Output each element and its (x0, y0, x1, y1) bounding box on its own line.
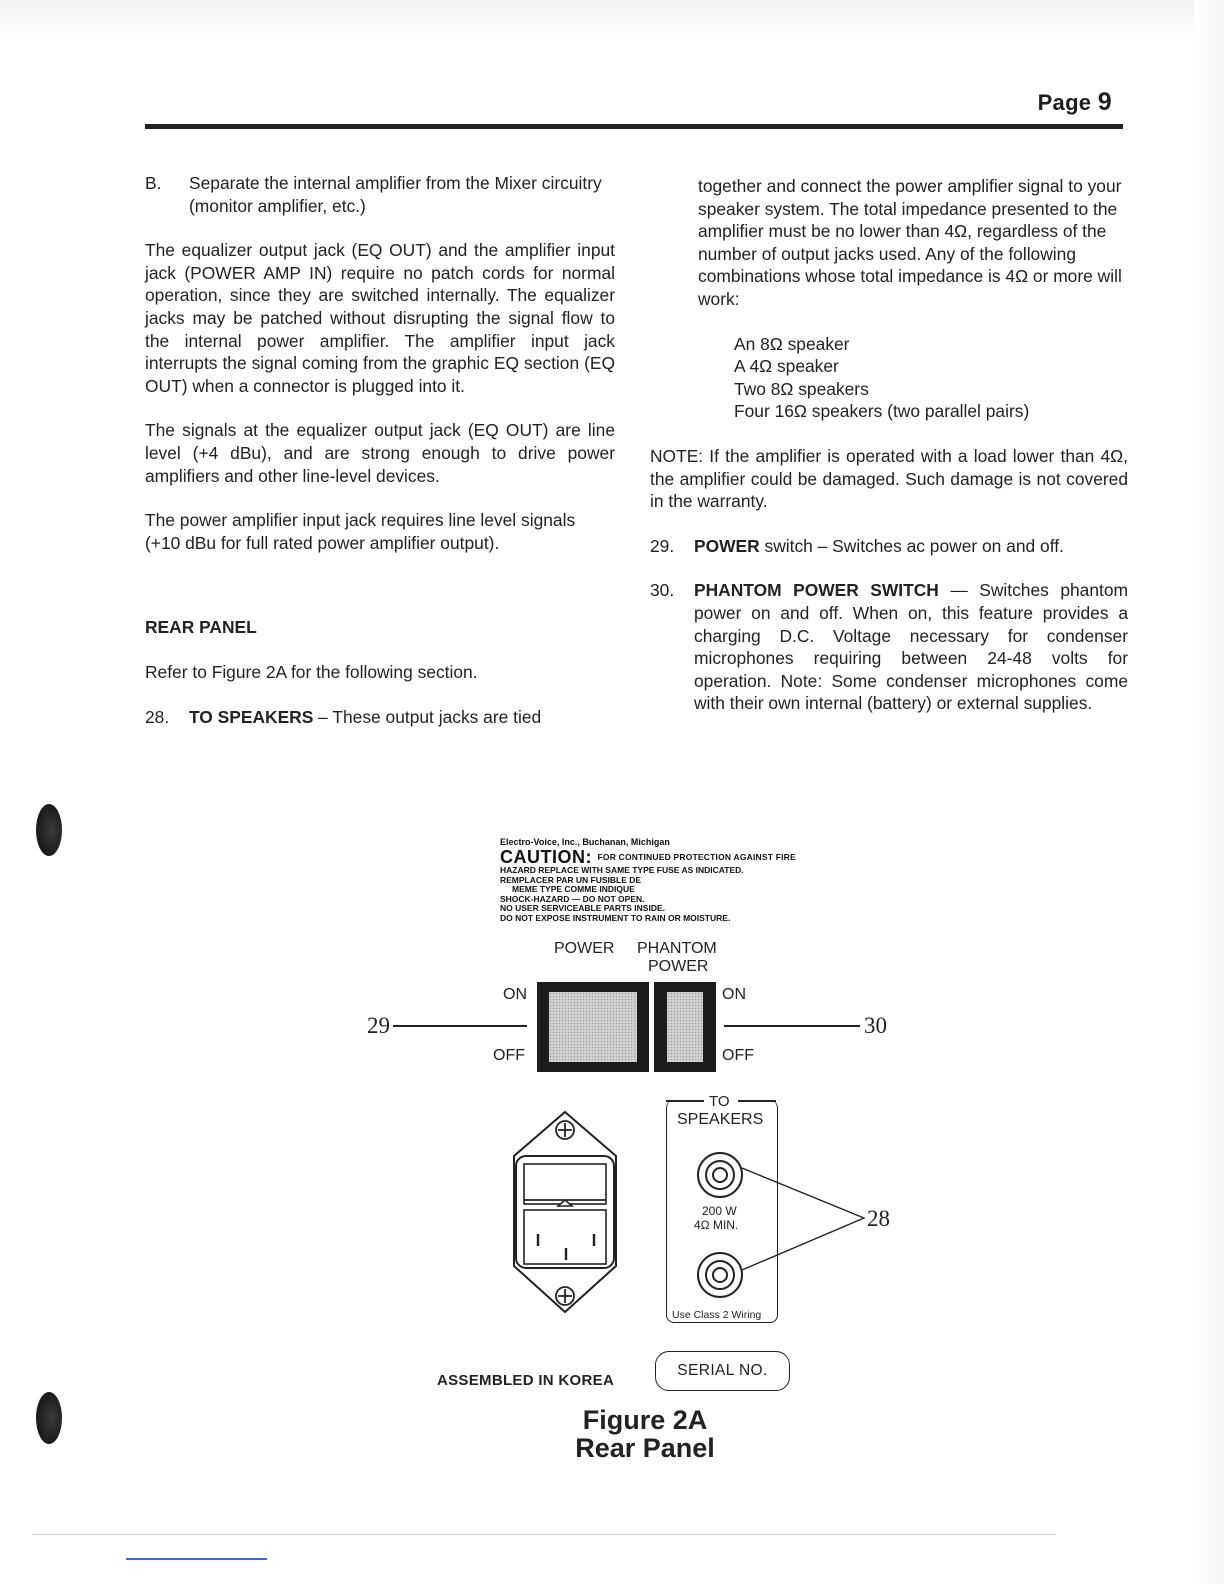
list-item-28 (145, 706, 615, 729)
paragraph: The signals at the equalizer output jack (EQ OUT) are line level (+4 dBu), and are strong enough to drive power amplifiers and other line-level devices. (145, 420, 615, 486)
page-num: 9 (1097, 88, 1112, 116)
callout-28: 28 (867, 1206, 890, 1231)
item-term: POWER (694, 535, 760, 556)
page-number (1038, 88, 1112, 117)
phantom-power-switch[interactable] (654, 982, 716, 1072)
callout-30: 30 (864, 1013, 887, 1038)
assembled-label: ASSEMBLED IN KOREA (437, 1372, 615, 1389)
paragraph: The power amplifier input jack requires line level signals (+10 dBu for full rated power amplifier output). (145, 510, 576, 553)
caution-line: NO USER SERVICEABLE PARTS INSIDE. (500, 903, 665, 914)
leader-line (724, 1025, 860, 1027)
left-column (145, 172, 615, 728)
caution-line: REMPLACER PAR UN FUSIBLE DE (500, 874, 642, 885)
speaker-output-jack[interactable] (697, 1152, 743, 1198)
caution-line: SHOCK-HAZARD — DO NOT OPEN. (500, 893, 645, 904)
punch-hole (36, 804, 62, 856)
list-item-b (145, 172, 615, 217)
item-term: TO SPEAKERS (189, 706, 314, 727)
item-label: B. (145, 173, 162, 193)
list-item-30 (650, 579, 1128, 715)
power-switch[interactable] (537, 982, 649, 1072)
on-label: ON (503, 986, 527, 1003)
right-column (650, 175, 1128, 715)
item-label: 30. (650, 580, 675, 601)
phantom-label: PHANTOM (637, 940, 717, 957)
figure-title: Rear Panel (575, 1433, 715, 1463)
page-word: Page (1037, 90, 1092, 115)
item-label: 28. (145, 706, 170, 727)
wiring-label: Use Class 2 Wiring (672, 1309, 762, 1321)
power-label: POWER (554, 940, 615, 957)
manufacturer-text: Electro-Voice, Inc., Buchanan, Michigan (500, 837, 670, 847)
off-label: OFF (493, 1047, 525, 1064)
header-rule (145, 124, 1123, 129)
section-heading: REAR PANEL (145, 617, 257, 638)
list-item: Two 8Ω speakers (734, 378, 869, 399)
item-text (189, 706, 615, 729)
off-label: OFF (722, 1047, 754, 1064)
list-item: A 4Ω speaker (734, 356, 839, 377)
item-text (694, 535, 1128, 558)
speaker-list (734, 333, 1128, 423)
figure-caption (560, 1406, 730, 1462)
paragraph: The equalizer output jack (EQ OUT) and the amplifier input jack (POWER AMP IN) require no patch cords for normal operation, since they are switched internally. The equalizer jacks may be patched without disrupting the signal flow to the internal power amplifier. The amplifier input jack interrupts the signal coming from the graphic EQ section (EQ OUT) when a connector is plugged into it. (145, 240, 615, 396)
item-desc: – These output jacks are tied (313, 706, 542, 727)
phantom-label: POWER (648, 958, 709, 975)
callout-29: 29 (367, 1013, 390, 1038)
box-top-line (738, 1100, 776, 1102)
list-item-29 (650, 535, 1128, 558)
on-label: ON (722, 986, 746, 1003)
item-desc: — Switches phantom power on and off. When on, this feature provides a charging D.C. Voltage necessary for condenser microphones requiring between 24-48 volts for operation. Note: Some condenser microphones come with their own internal (battery) or external supplies. (694, 580, 1129, 714)
box-top-line (666, 1100, 704, 1102)
caution-line: DO NOT EXPOSE INSTRUMENT TO RAIN OR MOISTURE. (500, 912, 731, 923)
to-label: TO (709, 1093, 730, 1110)
caution-word: CAUTION: (500, 847, 592, 867)
leader-line (393, 1025, 527, 1027)
caution-line: FOR CONTINUED PROTECTION AGAINST FIRE (597, 852, 796, 862)
serial-number-box: SERIAL NO. (655, 1351, 790, 1391)
caution-heading (500, 848, 880, 866)
item-term: PHANTOM POWER SWITCH (694, 580, 939, 601)
scan-edge (0, 0, 1224, 38)
scan-edge (1194, 0, 1224, 1584)
figure-number: Figure 2A (582, 1405, 708, 1435)
paragraph: together and connect the power amplifier signal to your speaker system. The total impedance presented to the amplifier must be no lower than 4Ω, regardless of the number of output jacks used. Any of the following combinations whose total impedance is 4Ω or more will work: (698, 176, 1122, 309)
item-desc: switch – Switches ac power on and off. (759, 535, 1064, 556)
paragraph: Refer to Figure 2A for the following section. (145, 661, 478, 682)
list-item: Four 16Ω speakers (two parallel pairs) (734, 401, 1030, 422)
caution-line: HAZARD REPLACE WITH SAME TYPE FUSE AS INDICATED. (500, 865, 744, 875)
caution-label (500, 836, 880, 924)
rating-label: 4Ω MIN. (694, 1218, 739, 1232)
ac-inlet-fuse-holder (510, 1108, 620, 1316)
note: NOTE: If the amplifier is operated with a load lower than 4Ω, the amplifier could be damaged. Such damage is not covered in the warranty. (650, 445, 1128, 512)
punch-hole (36, 1392, 62, 1444)
leader-lines-28 (740, 1160, 880, 1280)
speaker-output-jack[interactable] (697, 1252, 743, 1298)
speakers-label: SPEAKERS (677, 1111, 764, 1128)
rating-label: 200 W (702, 1204, 737, 1218)
footer-rule (32, 1534, 1056, 1535)
item-text: Separate the internal amplifier from the Mixer circuitry (monitor amplifier, etc.) (189, 173, 602, 216)
item-text (694, 579, 1128, 715)
item-label: 29. (650, 535, 675, 556)
footer-link[interactable] (126, 1558, 267, 1560)
list-item: An 8Ω speaker (734, 333, 850, 354)
caution-line: MEME TYPE COMME INDIQUE (512, 884, 635, 895)
